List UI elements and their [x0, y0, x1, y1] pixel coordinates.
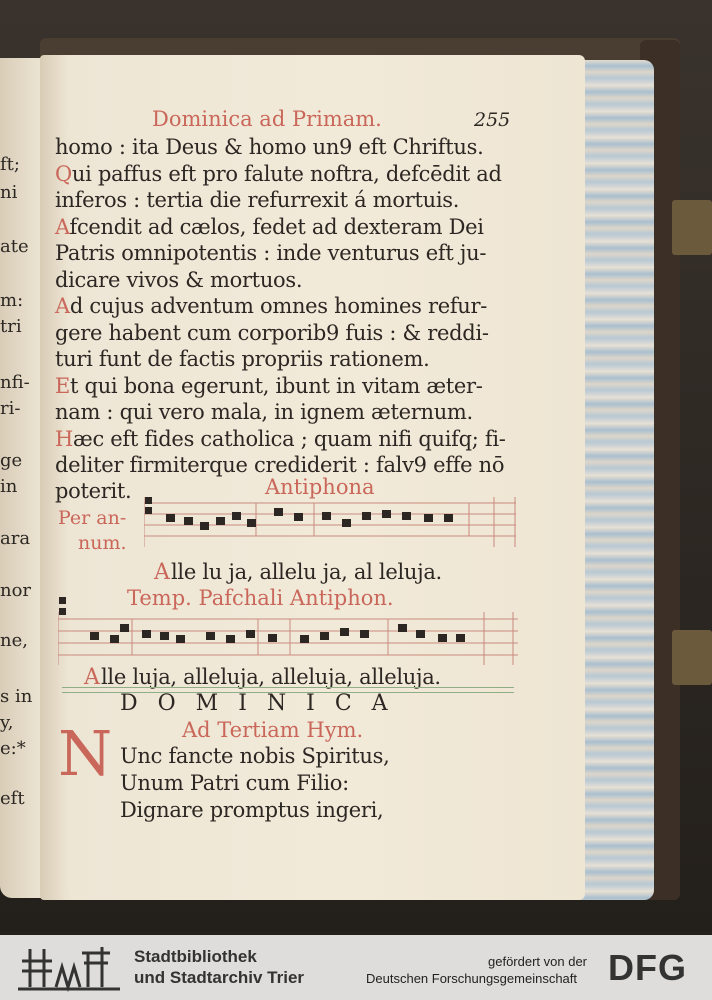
dfg-logo: DFG — [608, 947, 687, 988]
section-subtitle: Ad Tertiam Hym. — [182, 718, 364, 742]
text-line — [55, 294, 487, 318]
funding-text: gefördert von der — [488, 954, 588, 969]
antiphon-heading: Antiphona — [265, 475, 375, 499]
left-fragment: nor — [0, 580, 32, 601]
text-line — [55, 215, 484, 239]
page-number: 255 — [474, 109, 511, 131]
left-fragment: ni — [0, 182, 18, 203]
left-fragment: s in — [0, 686, 33, 707]
line-text: fcendit ad cælos, fedet ad dexteram Dei — [69, 214, 484, 239]
left-fragment: ri- — [0, 398, 21, 419]
line-text: gere habent cum corporib9 fuis : & reddi- — [55, 320, 489, 345]
right-page — [40, 55, 585, 900]
antiphon-heading: Temp. Pafchali Antiphon. — [127, 586, 394, 610]
text-line — [55, 453, 504, 477]
antiphon-lyric: lle lu ja, allelu ja, al leluja. — [171, 560, 442, 584]
line-text: ui paffus eft pro falute noftra, defcēdit ad — [71, 161, 502, 186]
text-line — [55, 162, 502, 186]
text-line — [55, 321, 489, 345]
text-line — [55, 400, 473, 424]
music-staff — [58, 597, 518, 672]
rubric-initial: A — [55, 294, 70, 318]
line-text: æc eft fides catholica ; quam nifi quifq; fi- — [73, 426, 506, 451]
left-fragment: ate — [0, 236, 29, 257]
library-logo — [16, 941, 124, 993]
page-fore-edge — [576, 60, 654, 900]
clasp-strap-lower — [672, 630, 712, 685]
line-text: deliter firmiterque crediderit : falv9 effe nō — [55, 453, 505, 477]
hymn-line: Dignare promptus ingeri, — [120, 798, 384, 822]
running-head: Dominica ad Primam. — [152, 107, 382, 131]
line-text: nam : qui vero mala, in ignem æternum. — [55, 400, 473, 424]
drop-cap: N — [58, 717, 113, 790]
footer-bar — [0, 935, 712, 1000]
section-title: DOMINICA — [120, 691, 408, 716]
text-line — [55, 347, 430, 371]
text-line — [55, 188, 459, 212]
line-text: turi funt de factis propriis rationem. — [55, 347, 430, 371]
left-fragment: tri — [0, 316, 22, 337]
rubric-initial: E — [55, 373, 71, 398]
left-fragment: nfi- — [0, 372, 30, 393]
line-text: dicare vivos & mortuos. — [55, 267, 303, 292]
line-text: d cujus adventum omnes homines refur- — [69, 294, 488, 318]
rubric-initial: A — [55, 214, 70, 239]
rubric-initial: Q — [55, 161, 72, 186]
left-fragment: ge — [0, 450, 23, 471]
lyric-initial: A — [154, 560, 170, 585]
line-text: homo : ita Deus & homo un9 eft Chriftus. — [55, 135, 484, 159]
left-fragment: eft — [0, 788, 25, 809]
antiphon-rubric: num. — [78, 532, 127, 554]
antiphon-rubric: Per an- — [58, 507, 127, 529]
funding-text: Deutschen Forschungsgemeinschaft — [366, 971, 578, 986]
text-line: poterit. — [55, 479, 132, 503]
library-name: Stadtbibliothek — [134, 947, 257, 966]
hymn-line: Unc fancte nobis Spiritus, — [120, 744, 390, 768]
line-text: Patris omnipotentis : inde venturus eft ju- — [55, 241, 487, 265]
line-text: t qui bona egerunt, ibunt in vitam æter- — [70, 373, 483, 398]
lyric-initial: A — [84, 665, 100, 690]
left-fragment: y, — [0, 712, 14, 733]
text-line — [55, 241, 486, 265]
left-fragment: ara — [0, 528, 31, 549]
library-name: und Stadtarchiv Trier — [134, 968, 305, 987]
left-page-edge — [0, 58, 42, 898]
text-line — [55, 427, 506, 451]
text-line — [55, 268, 302, 292]
left-fragment: in — [0, 476, 18, 497]
line-text: inferos : tertia die refurrexit á mortuis. — [55, 188, 460, 212]
text-line — [55, 374, 483, 398]
left-fragment: ne, — [0, 630, 28, 651]
clasp-strap-upper — [672, 200, 712, 255]
left-fragment: m: — [0, 290, 24, 311]
left-fragment: ft; — [0, 154, 20, 175]
antiphon-lyric: lle luja, alleluja, alleluja, alleluja. — [101, 665, 441, 689]
text-line — [55, 135, 483, 159]
left-fragment: e:* — [0, 738, 26, 759]
rubric-initial: H — [55, 426, 74, 451]
hymn-line: Unum Patri cum Filio: — [120, 771, 349, 795]
music-staff — [144, 497, 516, 549]
